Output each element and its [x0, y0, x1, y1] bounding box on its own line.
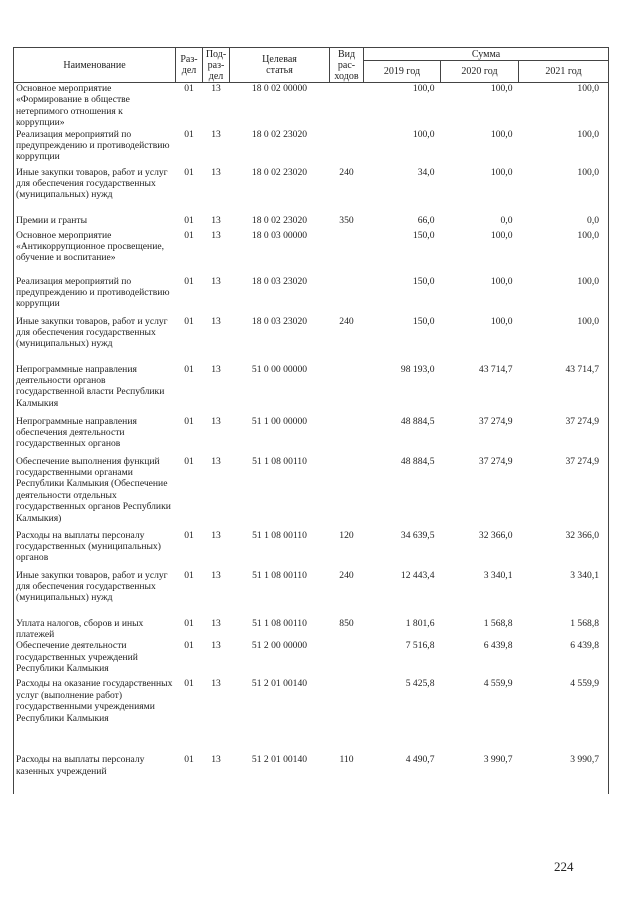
- row-sum-2020-cell: 43 714,7: [478, 363, 513, 375]
- row-sum-2019-cell: 1 801,6: [405, 617, 435, 629]
- row-celevaya-statya-cell: 18 0 02 23020: [251, 128, 308, 140]
- header-name: Наименование: [14, 48, 176, 83]
- row-name-cell: Расходы на выплаты персоналу государственных (муниципальных) органов: [14, 530, 176, 570]
- header-summa: Сумма: [364, 48, 609, 61]
- row-sum-2020-cell: 100,0: [490, 166, 513, 178]
- row-sum-2019-cell: 100,0: [412, 83, 435, 94]
- row-celevaya-statya-cell: 51 1 08 00110: [252, 529, 307, 541]
- table-row: [14, 640, 609, 678]
- row-sum-2021-cell: 3 340,1: [519, 570, 609, 618]
- row-sum-2021-cell: 6 439,8: [519, 640, 609, 678]
- row-sum-2020-cell: 1 568,8: [483, 617, 513, 629]
- row-name-cell: Уплата налогов, сборов и иных платежей: [14, 618, 176, 641]
- row-podrazdel-cell: 13: [211, 754, 221, 766]
- row-vid-rashodov-cell: 850: [339, 617, 354, 629]
- row-sum-2019-cell: 48 884,5: [400, 415, 435, 427]
- row-sum-2019-cell: 150,0: [412, 229, 435, 241]
- row-celevaya-statya-cell: 51 2 00 00000: [251, 640, 308, 652]
- row-name-cell: Иные закупки товаров, работ и услуг для обеспечения государственных (муниципальных) нужд: [14, 570, 176, 618]
- row-sum-2020-cell: 100,0: [490, 128, 513, 140]
- page-number: 224: [554, 859, 574, 874]
- row-celevaya-statya-cell: 51 0 00 00000: [251, 363, 308, 375]
- row-sum-2020-cell: 3 340,1: [483, 569, 513, 581]
- row-razdel-cell: 01: [184, 569, 194, 581]
- row-name-cell: Обеспечение деятельности государственных учреждений Республики Калмыкия: [14, 640, 176, 678]
- row-sum-2021-cell: 4 559,9: [519, 678, 609, 754]
- row-sum-2019-cell: 34,0: [417, 166, 435, 178]
- row-podrazdel-cell: 13: [211, 128, 221, 140]
- row-name-cell: Основное мероприятие «Антикоррупционное просвещение, обучение и воспитание»: [14, 230, 176, 276]
- row-vid-rashodov-cell: [330, 364, 364, 416]
- row-podrazdel-cell: 13: [211, 678, 221, 690]
- row-celevaya-statya-cell: 51 2 01 00140: [251, 678, 308, 690]
- row-vid-rashodov-cell: [330, 456, 364, 530]
- row-sum-2020-cell: 100,0: [490, 229, 513, 241]
- row-sum-2019-cell: 4 490,7: [405, 754, 435, 766]
- table-row: [14, 456, 609, 530]
- table-row: [14, 129, 609, 167]
- row-razdel-cell: 01: [184, 83, 194, 94]
- row-sum-2021-cell: 100,0: [519, 83, 609, 129]
- header-vid-rashodov: Вид рас- ходов: [330, 48, 364, 83]
- header-year-2020: 2020 год: [441, 61, 519, 83]
- row-podrazdel-cell: 13: [211, 415, 221, 427]
- row-razdel-cell: 01: [184, 678, 194, 690]
- row-podrazdel-cell: 13: [211, 363, 221, 375]
- row-name-cell: Основное мероприятие «Формирование в обществе нетерпимого отношения к коррупции»: [14, 83, 176, 129]
- row-sum-2021-cell: 0,0: [519, 215, 609, 230]
- row-sum-2021-cell: 100,0: [519, 276, 609, 316]
- row-razdel-cell: 01: [184, 166, 194, 178]
- row-vid-rashodov-cell: 240: [339, 569, 354, 581]
- row-razdel-cell: 01: [184, 315, 194, 327]
- row-celevaya-statya-cell: 51 1 08 00110: [252, 617, 307, 629]
- row-celevaya-statya-cell: 51 2 01 00140: [251, 754, 308, 766]
- table-body: [14, 83, 609, 795]
- row-vid-rashodov-cell: [330, 83, 364, 129]
- row-sum-2019-cell: 34 639,5: [400, 529, 435, 541]
- row-sum-2021-cell: 1 568,8: [519, 618, 609, 641]
- budget-table: [13, 47, 609, 794]
- row-podrazdel-cell: 13: [211, 617, 221, 629]
- row-razdel-cell: 01: [184, 455, 194, 467]
- table-row: [14, 754, 609, 794]
- row-razdel-cell: 01: [184, 617, 194, 629]
- row-podrazdel-cell: 13: [211, 455, 221, 467]
- header-podrazdel: Под- раз- дел: [203, 48, 230, 83]
- row-sum-2019-cell: 12 443,4: [400, 569, 435, 581]
- row-name-cell: Иные закупки товаров, работ и услуг для обеспечения государственных (муниципальных) нужд: [14, 316, 176, 364]
- header-razdel: Раз- дел: [176, 48, 203, 83]
- row-vid-rashodov-cell: [330, 416, 364, 456]
- row-vid-rashodov-cell: [330, 678, 364, 754]
- row-celevaya-statya-cell: 18 0 02 23020: [251, 214, 308, 226]
- row-sum-2020-cell: 3 990,7: [483, 754, 513, 766]
- row-name-cell: Непрограммные направления обеспечения деятельности государственных органов: [14, 416, 176, 456]
- row-razdel-cell: 01: [184, 128, 194, 140]
- row-sum-2021-cell: 3 990,7: [519, 754, 609, 794]
- row-celevaya-statya-cell: 51 1 08 00110: [252, 569, 307, 581]
- table-row: [14, 215, 609, 230]
- row-name-cell: Реализация мероприятий по предупреждению и противодействию коррупции: [14, 129, 176, 167]
- table-header: [14, 48, 609, 83]
- row-sum-2020-cell: 32 366,0: [478, 529, 513, 541]
- header-celevaya-statya: Целевая статья: [230, 48, 330, 83]
- row-sum-2021-cell: 100,0: [519, 167, 609, 215]
- row-razdel-cell: 01: [184, 415, 194, 427]
- row-sum-2021-cell: 37 274,9: [519, 456, 609, 530]
- row-sum-2020-cell: 37 274,9: [478, 455, 513, 467]
- row-name-cell: Расходы на выплаты персоналу казенных учреждений: [14, 754, 176, 794]
- row-podrazdel-cell: 13: [211, 214, 221, 226]
- row-sum-2021-cell: 43 714,7: [519, 364, 609, 416]
- row-sum-2021-cell: 100,0: [519, 316, 609, 364]
- table-row: [14, 530, 609, 570]
- row-podrazdel-cell: 13: [211, 569, 221, 581]
- row-celevaya-statya-cell: 51 1 00 00000: [251, 415, 308, 427]
- row-podrazdel-cell: 13: [211, 640, 221, 652]
- row-sum-2021-cell: 100,0: [519, 230, 609, 276]
- row-sum-2019-cell: 98 193,0: [400, 363, 435, 375]
- row-sum-2019-cell: 5 425,8: [405, 678, 435, 690]
- row-sum-2019-cell: 150,0: [412, 275, 435, 287]
- row-razdel-cell: 01: [184, 754, 194, 766]
- row-razdel-cell: 01: [184, 214, 194, 226]
- row-sum-2020-cell: 0,0: [500, 214, 513, 226]
- header-year-2019: 2019 год: [364, 61, 441, 83]
- row-name-cell: Расходы на оказание государственных услуг (выполнение работ) государственными учреждениями Республики Калмыкия: [14, 678, 176, 754]
- row-podrazdel-cell: 13: [211, 529, 221, 541]
- row-razdel-cell: 01: [184, 275, 194, 287]
- row-sum-2021-cell: 37 274,9: [519, 416, 609, 456]
- table-row: [14, 167, 609, 215]
- table-row: [14, 316, 609, 364]
- row-sum-2019-cell: 150,0: [412, 315, 435, 327]
- row-podrazdel-cell: 13: [211, 229, 221, 241]
- row-name-cell: Премии и гранты: [14, 215, 176, 230]
- header-year-2021: 2021 год: [519, 61, 609, 83]
- row-razdel-cell: 01: [184, 229, 194, 241]
- row-podrazdel-cell: 13: [211, 315, 221, 327]
- table-row: [14, 678, 609, 754]
- row-podrazdel-cell: 13: [211, 83, 221, 94]
- row-sum-2019-cell: 100,0: [412, 128, 435, 140]
- row-sum-2021-cell: 32 366,0: [519, 530, 609, 570]
- row-sum-2020-cell: 100,0: [490, 275, 513, 287]
- table-row: [14, 230, 609, 276]
- row-name-cell: Обеспечение выполнения функций государственными органами Республики Калмыкия (Обеспечение деятельности отдельных государственных органов Республики Калмыкия): [14, 456, 176, 530]
- row-vid-rashodov-cell: 240: [339, 315, 354, 327]
- row-razdel-cell: 01: [184, 529, 194, 541]
- row-vid-rashodov-cell: 110: [339, 754, 354, 766]
- table-row: [14, 416, 609, 456]
- row-sum-2020-cell: 6 439,8: [483, 640, 513, 652]
- table-row: [14, 570, 609, 618]
- row-name-cell: Иные закупки товаров, работ и услуг для обеспечения государственных (муниципальных) нужд: [14, 167, 176, 215]
- row-celevaya-statya-cell: 18 0 02 23020: [251, 166, 308, 178]
- row-celevaya-statya-cell: 51 1 08 00110: [252, 455, 307, 467]
- table-row: [14, 276, 609, 316]
- row-sum-2020-cell: 100,0: [490, 83, 513, 94]
- row-sum-2019-cell: 7 516,8: [405, 640, 435, 652]
- row-vid-rashodov-cell: [330, 129, 364, 167]
- table-row: [14, 364, 609, 416]
- row-vid-rashodov-cell: [330, 230, 364, 276]
- row-vid-rashodov-cell: [330, 276, 364, 316]
- row-podrazdel-cell: 13: [211, 166, 221, 178]
- table-row: [14, 83, 609, 129]
- row-name-cell: Непрограммные направления деятельности органов государственной власти Республики Калмыкия: [14, 364, 176, 416]
- row-vid-rashodov-cell: 240: [339, 166, 354, 178]
- row-podrazdel-cell: 13: [211, 275, 221, 287]
- row-celevaya-statya-cell: 18 0 02 00000: [251, 83, 308, 94]
- row-celevaya-statya-cell: 18 0 03 23020: [251, 275, 308, 287]
- row-sum-2019-cell: 48 884,5: [400, 455, 435, 467]
- row-sum-2020-cell: 37 274,9: [478, 415, 513, 427]
- row-sum-2019-cell: 66,0: [417, 214, 435, 226]
- row-razdel-cell: 01: [184, 640, 194, 652]
- row-sum-2021-cell: 100,0: [519, 129, 609, 167]
- row-celevaya-statya-cell: 18 0 03 23020: [251, 315, 308, 327]
- row-vid-rashodov-cell: 350: [339, 214, 354, 226]
- row-vid-rashodov-cell: 120: [339, 529, 354, 541]
- row-celevaya-statya-cell: 18 0 03 00000: [251, 229, 308, 241]
- row-name-cell: Реализация мероприятий по предупреждению и противодействию коррупции: [14, 276, 176, 316]
- row-razdel-cell: 01: [184, 363, 194, 375]
- row-sum-2020-cell: 100,0: [490, 315, 513, 327]
- table-row: [14, 618, 609, 641]
- row-vid-rashodov-cell: [330, 640, 364, 678]
- row-sum-2020-cell: 4 559,9: [483, 678, 513, 690]
